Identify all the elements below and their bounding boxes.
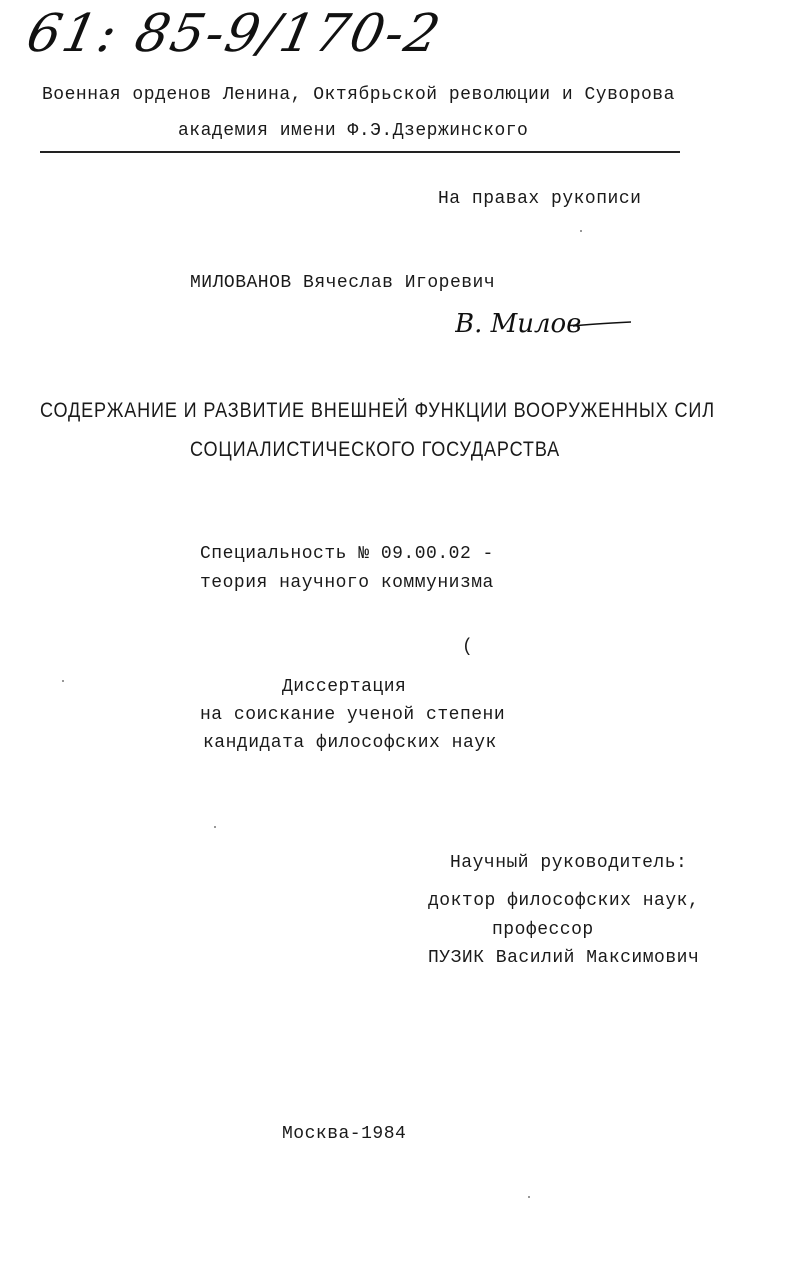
- supervisor-name: ПУЗИК Василий Максимович: [428, 948, 700, 968]
- thesis-title-line-1: СОДЕРЖАНИЕ И РАЗВИТИЕ ВНЕШНЕЙ ФУНКЦИИ ВООРУЖЕННЫХ СИЛ: [40, 399, 715, 422]
- dissertation-degree-line: на соискание ученой степени: [200, 705, 506, 725]
- dissertation-label: Диссертация: [282, 677, 407, 697]
- signature-flourish: [573, 322, 631, 326]
- thesis-title-line-2: СОЦИАЛИСТИЧЕСКОГО ГОСУДАРСТВА: [190, 438, 561, 461]
- scan-speck: [62, 680, 64, 682]
- specialty-line-1: Специальность № 09.00.02 -: [200, 544, 494, 564]
- city-year: Москва-1984: [282, 1124, 407, 1144]
- institution-line-1: Военная орденов Ленина, Октябрьской революции и Суворова: [42, 85, 675, 105]
- manuscript-note: На правах рукописи: [438, 189, 642, 209]
- supervisor-label: Научный руководитель:: [450, 853, 688, 873]
- dissertation-field-line: кандидата философских наук: [203, 733, 497, 753]
- scan-speck: [214, 826, 216, 828]
- supervisor-rank: профессор: [492, 920, 594, 940]
- author-name: МИЛОВАНОВ Вячеслав Игоревич: [190, 273, 496, 293]
- archive-number-handwritten: 61: 85-9/170-2: [21, 4, 447, 64]
- header-divider: [40, 151, 680, 153]
- specialty-line-2: теория научного коммунизма: [200, 573, 494, 593]
- stray-mark: (: [462, 637, 474, 657]
- scan-speck: [580, 230, 582, 232]
- signature-text: В. Милов: [455, 309, 582, 339]
- supervisor-degree: доктор философских наук,: [428, 891, 700, 911]
- author-signature: [455, 300, 635, 340]
- institution-line-2: академия имени Ф.Э.Дзержинского: [178, 121, 529, 141]
- scan-speck: [528, 1196, 530, 1198]
